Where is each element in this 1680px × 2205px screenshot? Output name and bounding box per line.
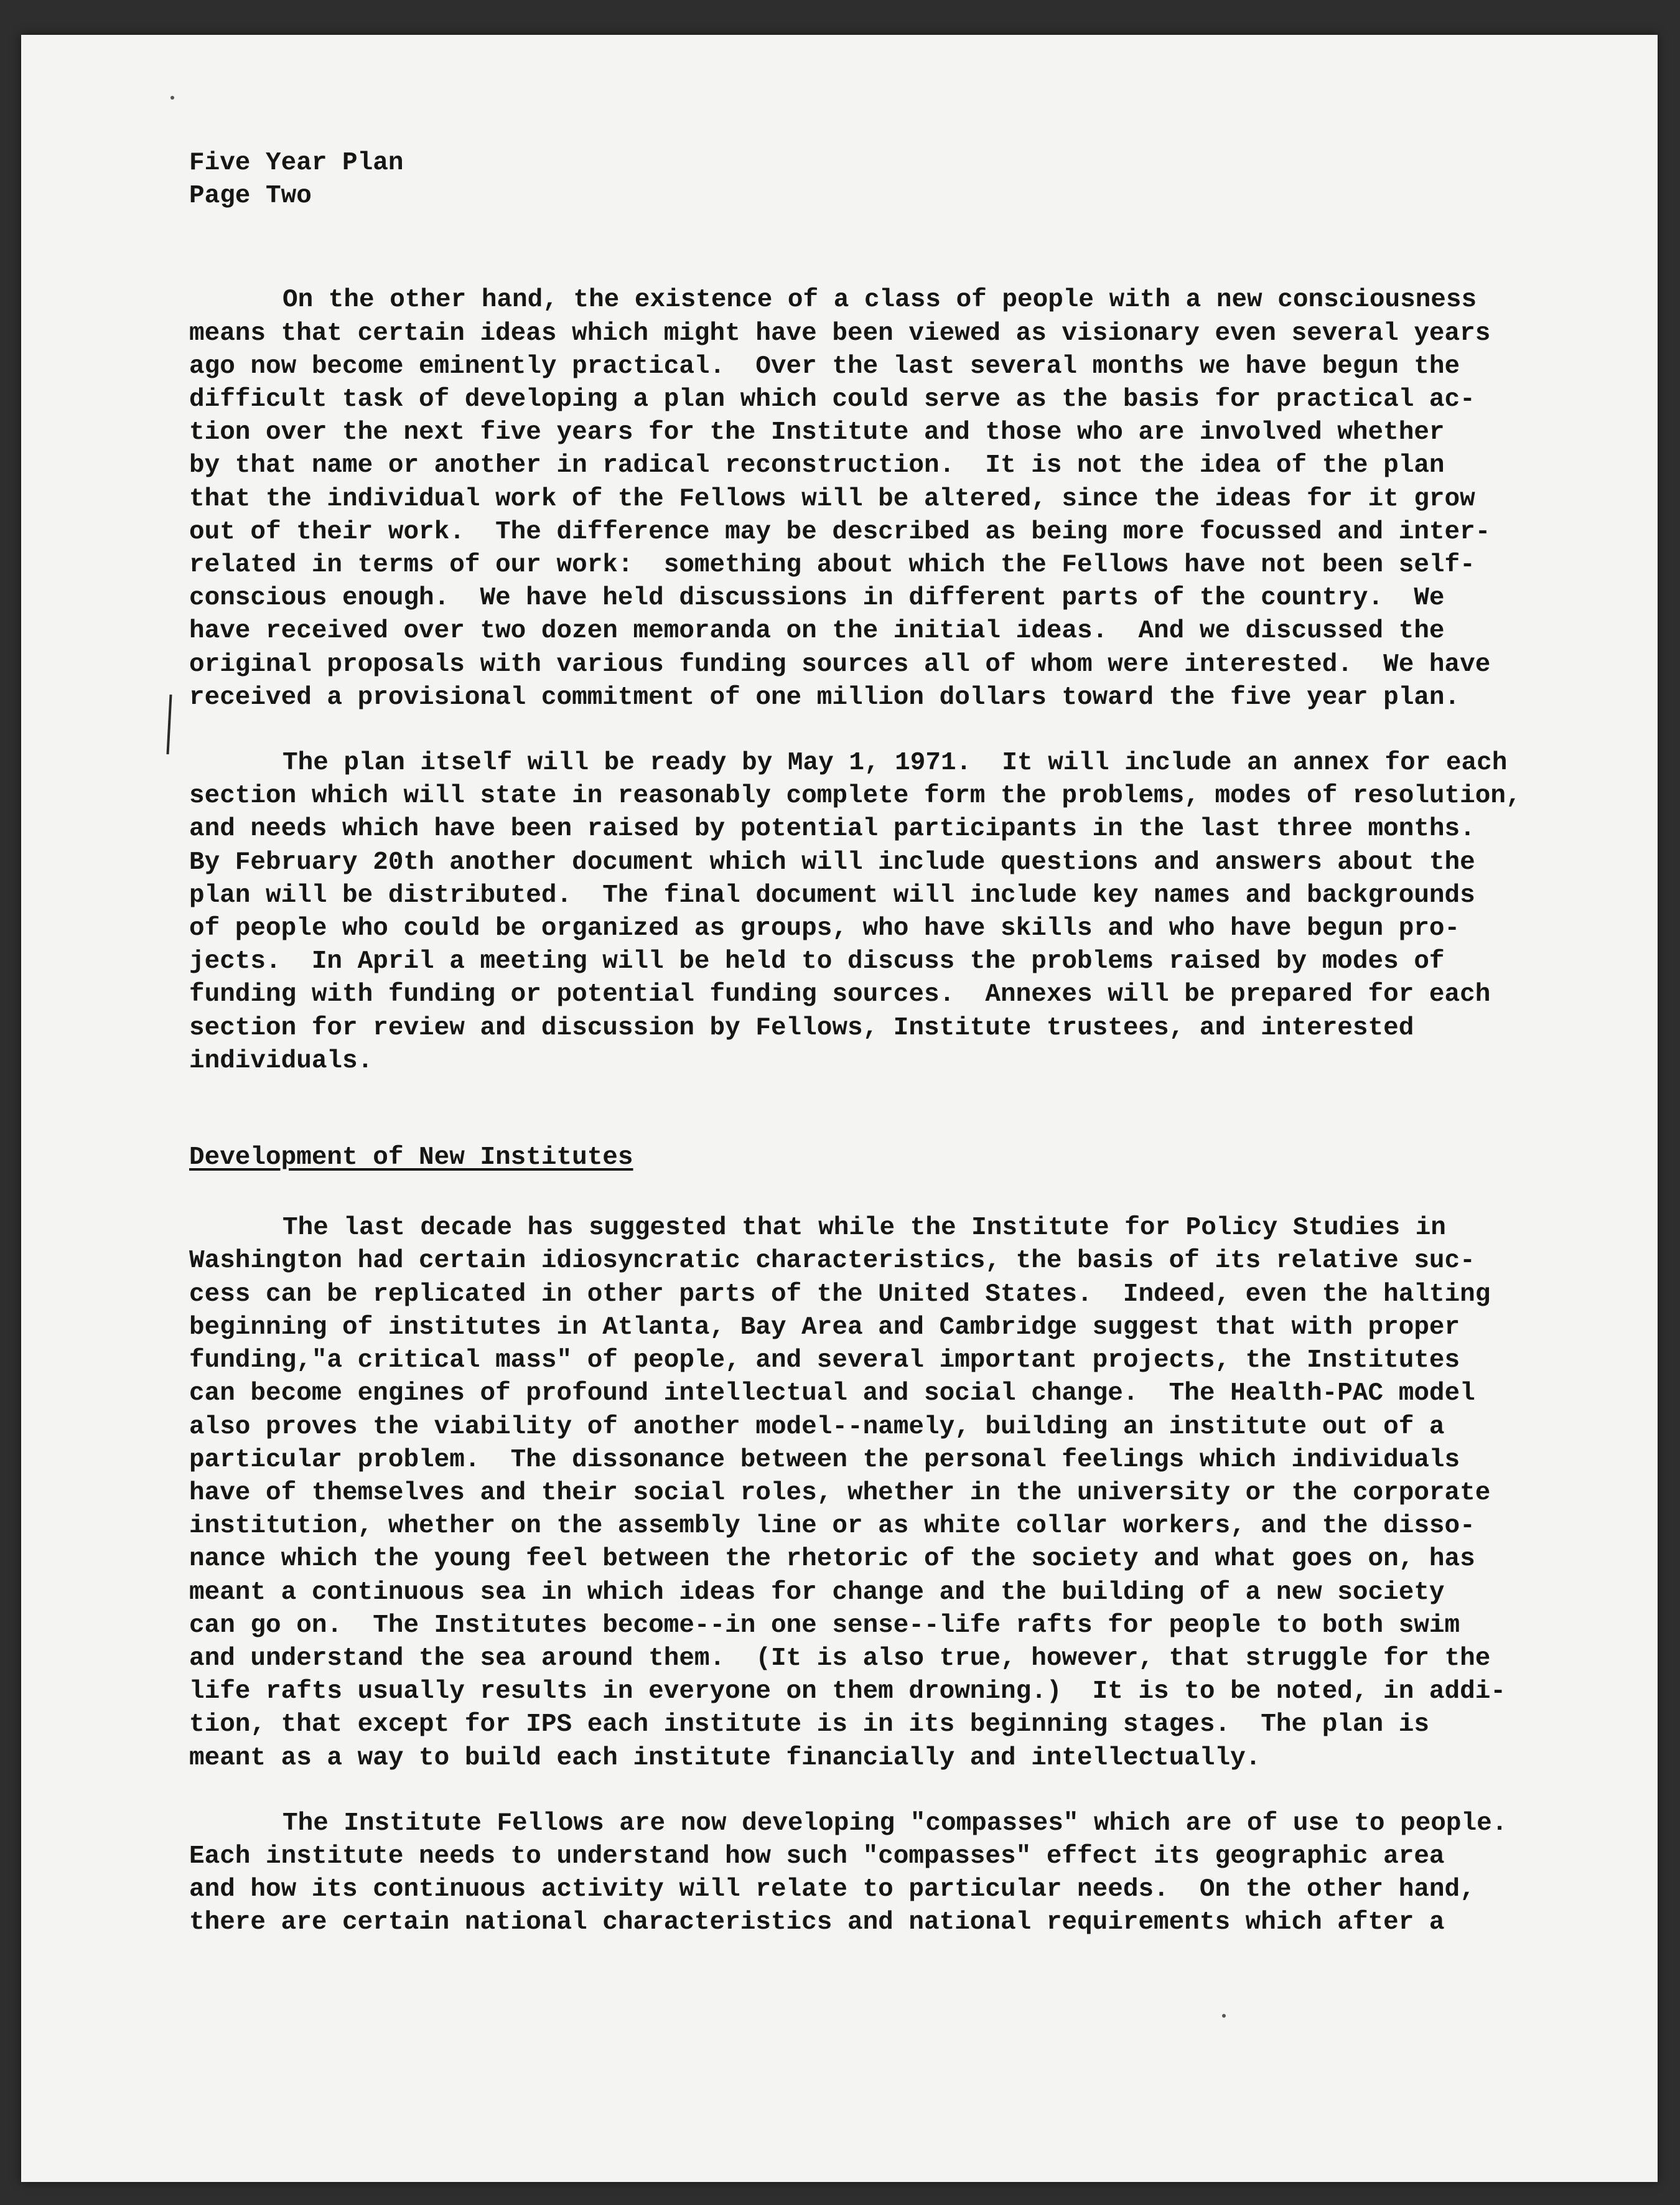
text-line: meant as a way to build each institute financially and intellectually.: [189, 1743, 1261, 1772]
text-line: ago now become eminently practical. Over the last several months we have begun the: [189, 352, 1460, 381]
document-body: [189, 147, 1577, 1972]
text-line: On the other hand, the existence of a class of people with a new consciousness: [282, 286, 1477, 315]
text-line: meant a continuous sea in which ideas for change and the building of a new society: [189, 1578, 1445, 1607]
text-line: The last decade has suggested that while the Institute for Policy Studies in: [282, 1214, 1446, 1243]
text-line: tion over the next five years for the Institute and those who are involved whether: [189, 418, 1445, 447]
text-line: particular problem. The dissonance between the personal feelings which individuals: [189, 1445, 1460, 1474]
text-line: original proposals with various funding sources all of whom were interested. We have: [189, 650, 1491, 679]
section-heading: Development of New Institutes: [189, 1143, 633, 1173]
text-line: Each institute needs to understand how such "compasses" effect its geographic area: [189, 1842, 1445, 1871]
text-line: have received over two dozen memoranda on the initial ideas. And we discussed the: [189, 617, 1445, 646]
paragraph-compasses: [189, 1807, 1577, 1940]
text-line: and how its continuous activity will relate to particular needs. On the other hand,: [189, 1875, 1475, 1904]
text-line: means that certain ideas which might have been viewed as visionary even several years: [189, 319, 1491, 348]
text-line: institution, whether on the assembly line or as white collar workers, and the disso-: [189, 1512, 1475, 1541]
text-line: conscious enough. We have held discussions in different parts of the country. We: [189, 584, 1445, 613]
text-line: The plan itself will be ready by May 1, 1971. It will include an annex for each: [282, 749, 1508, 778]
text-line: of people who could be organized as groups, who have skills and who have begun pro-: [189, 914, 1460, 943]
text-line: The Institute Fellows are now developing "compasses" which are of use to people.: [282, 1809, 1508, 1838]
text-line: Washington had certain idiosyncratic characteristics, the basis of its relative suc-: [189, 1247, 1475, 1276]
paragraph-plan-schedule: [189, 747, 1577, 1078]
text-line: By February 20th another document which will include questions and answers about the: [189, 848, 1475, 877]
text-line: funding with funding or potential funding sources. Annexes will be prepared for each: [189, 980, 1491, 1009]
text-line: cess can be replicated in other parts of the United States. Indeed, even the halting: [189, 1280, 1491, 1309]
document-title: Five Year Plan: [189, 149, 404, 177]
text-line: there are certain national characteristics and national requirements which after a: [189, 1908, 1445, 1937]
text-line: plan will be distributed. The final document will include key names and backgrounds: [189, 881, 1475, 910]
text-line: tion, that except for IPS each institute is in its beginning stages. The plan is: [189, 1710, 1429, 1739]
text-line: individuals.: [189, 1046, 373, 1075]
text-line: by that name or another in radical reconstruction. It is not the idea of the plan: [189, 451, 1445, 480]
text-line: funding,"a critical mass" of people, and several important projects, the Institutes: [189, 1346, 1460, 1375]
text-line: beginning of institutes in Atlanta, Bay Area and Cambridge suggest that with proper: [189, 1313, 1460, 1342]
margin-pen-mark: [166, 695, 172, 754]
document-page: [21, 35, 1658, 2182]
page-label: Page Two: [189, 182, 312, 211]
text-line: difficult task of developing a plan which could serve as the basis for practical ac-: [189, 385, 1475, 414]
text-line: out of their work. The difference may be described as being more focussed and inter-: [189, 517, 1491, 546]
text-line: section for review and discussion by Fellows, Institute trustees, and interested: [189, 1013, 1414, 1042]
text-line: also proves the viability of another model--namely, building an institute out of a: [189, 1412, 1445, 1441]
text-line: and understand the sea around them. (It is also true, however, that struggle for the: [189, 1644, 1491, 1673]
ink-speck: [1222, 2014, 1226, 2018]
text-line: nance which the young feel between the rhetoric of the society and what goes on, has: [189, 1545, 1475, 1574]
text-line: and needs which have been raised by potential participants in the last three months.: [189, 815, 1475, 844]
paragraph-consciousness: [189, 284, 1577, 714]
text-line: have of themselves and their social roles, whether in the university or the corporate: [189, 1478, 1491, 1507]
page-header: [189, 147, 1577, 213]
text-line: that the individual work of the Fellows will be altered, since the ideas for it grow: [189, 484, 1475, 513]
text-line: life rafts usually results in everyone on them drowning.) It is to be noted, in addi-: [189, 1677, 1506, 1706]
text-line: section which will state in reasonably complete form the problems, modes of resolution,: [189, 782, 1521, 811]
text-line: can become engines of profound intellectual and social change. The Health-PAC model: [189, 1379, 1475, 1408]
ink-speck: [170, 96, 174, 100]
paragraph-last-decade: [189, 1212, 1577, 1774]
text-line: jects. In April a meeting will be held to discuss the problems raised by modes of: [189, 947, 1445, 976]
text-line: received a provisional commitment of one million dollars toward the five year plan.: [189, 683, 1460, 712]
text-line: related in terms of our work: something about which the Fellows have not been self-: [189, 551, 1475, 580]
text-line: can go on. The Institutes become--in one sense--life rafts for people to both swim: [189, 1611, 1460, 1640]
